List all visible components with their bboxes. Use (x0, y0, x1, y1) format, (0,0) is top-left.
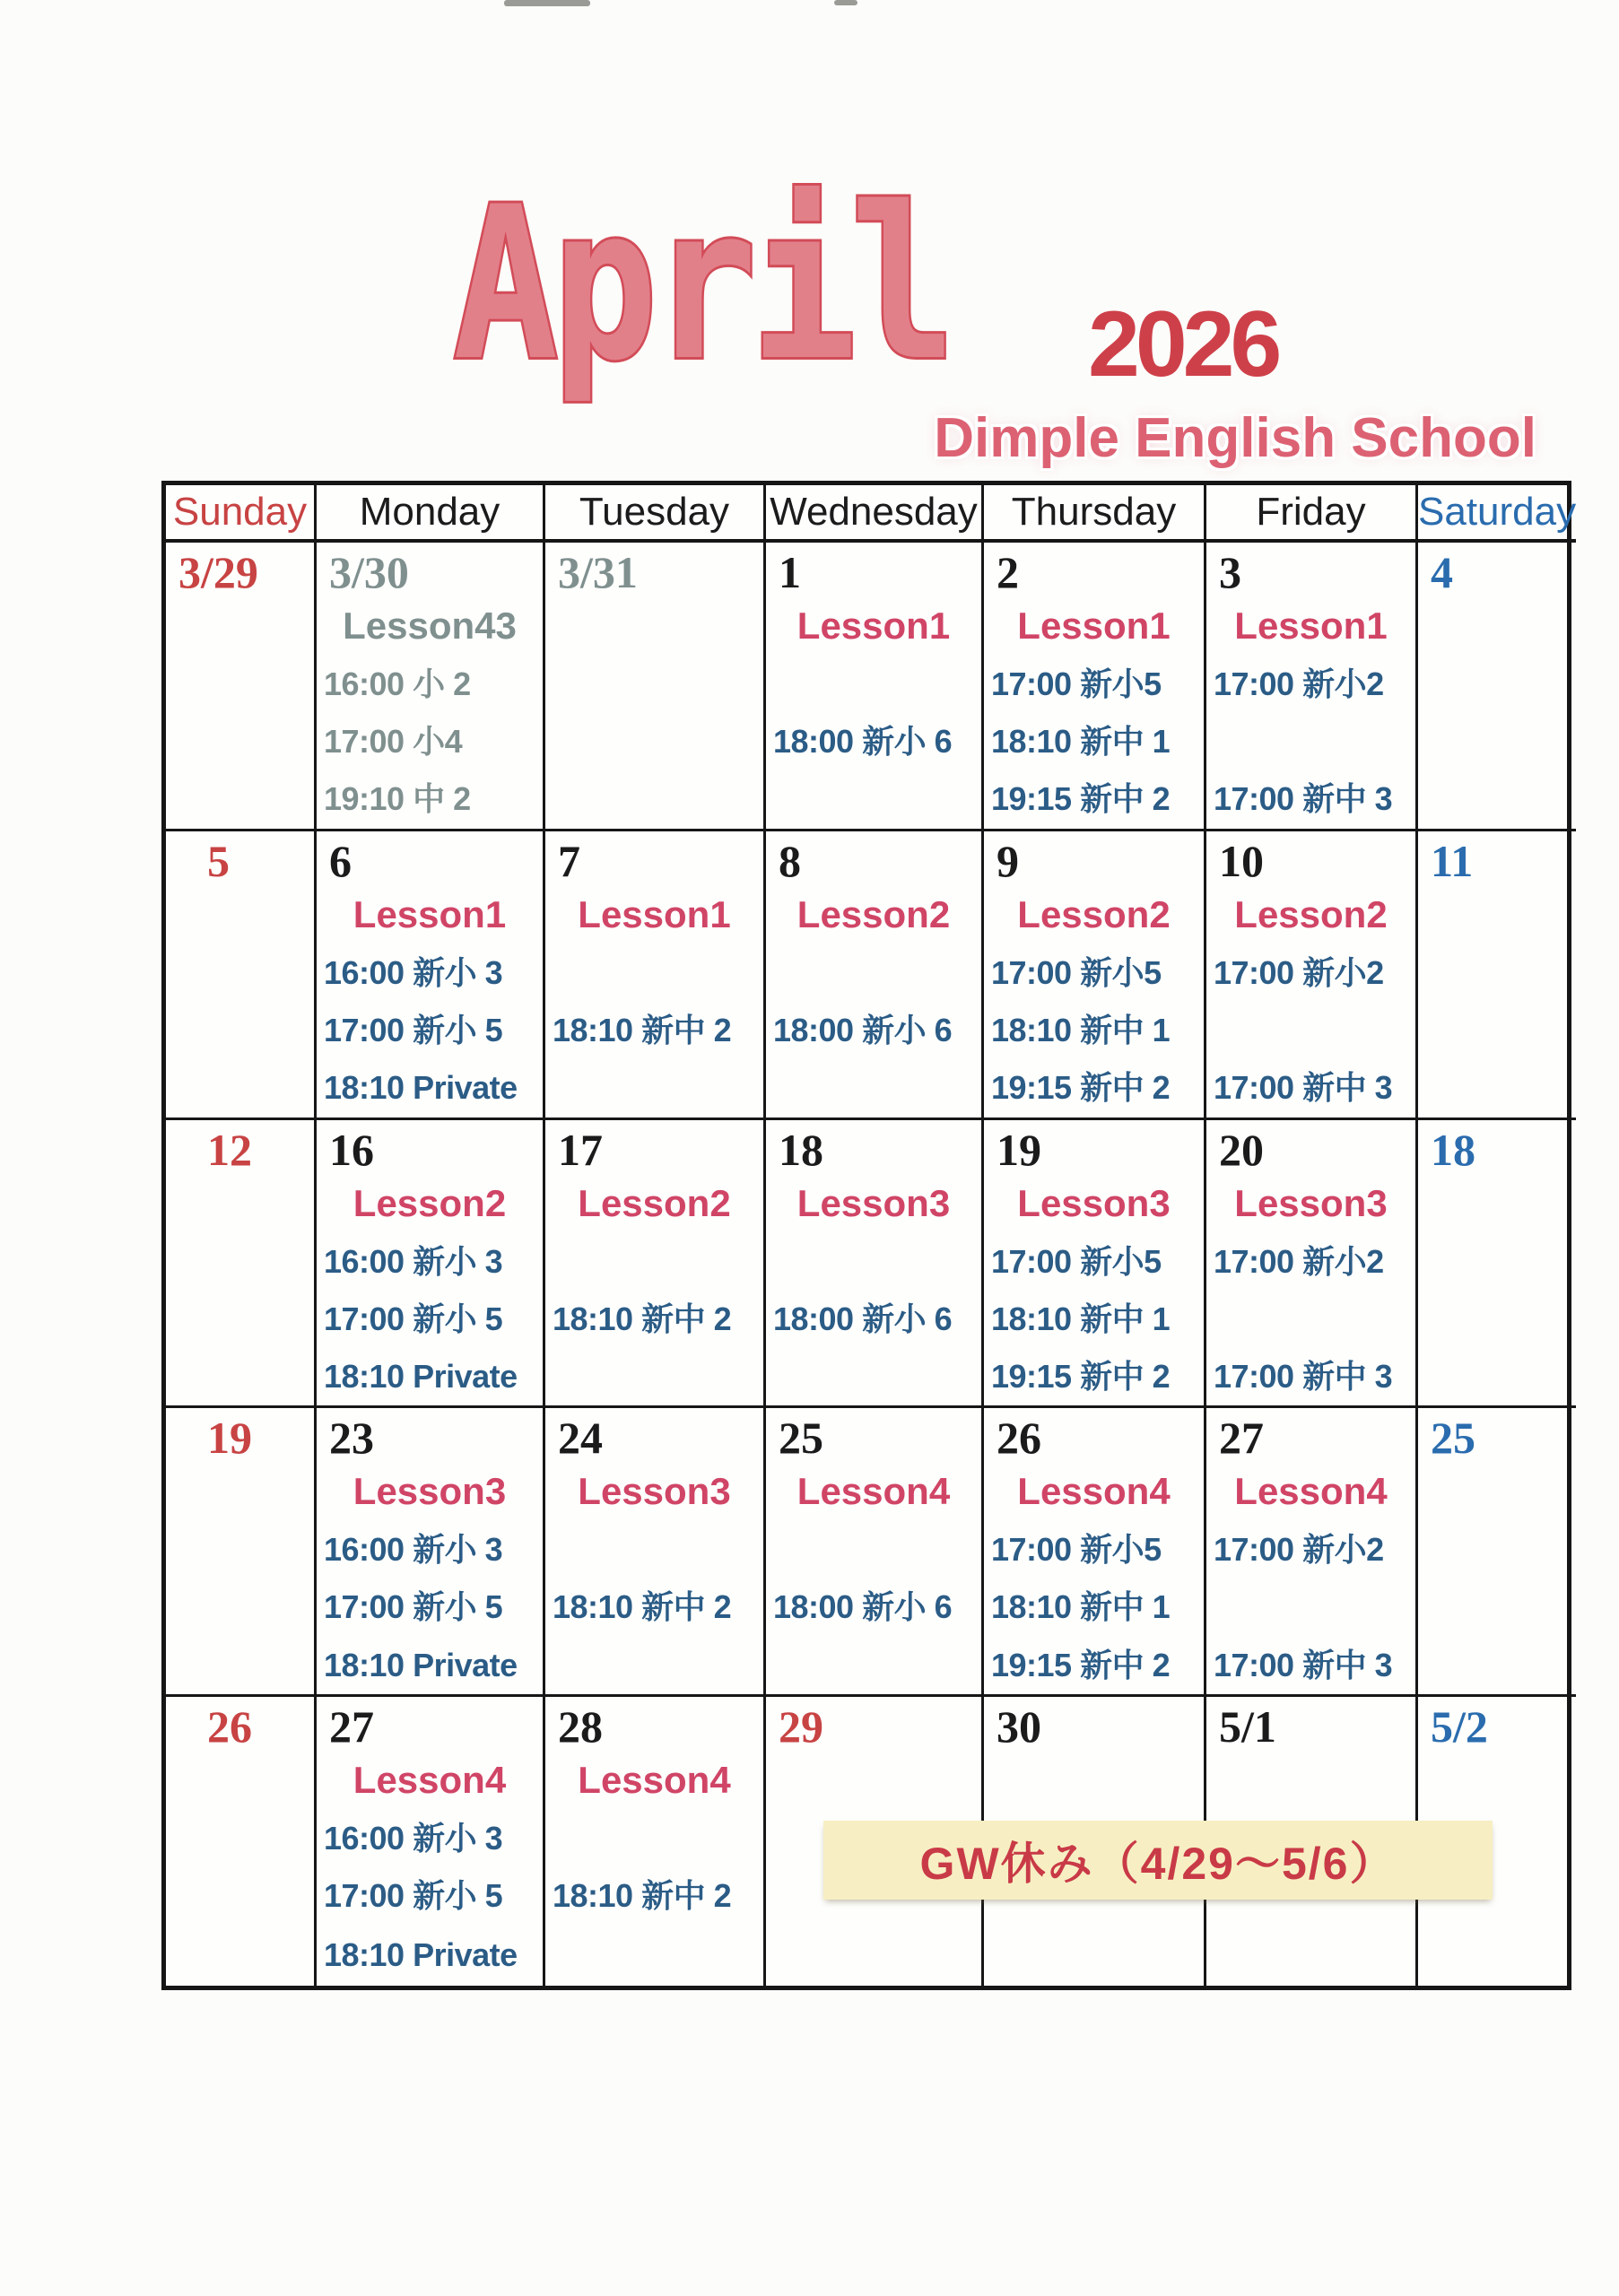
date-label: 28 (558, 1701, 603, 1752)
date-label: 18 (779, 1124, 823, 1175)
time-entry: 17:00 新中 3 (1214, 1069, 1393, 1107)
date-label: 4 (1431, 547, 1453, 597)
day-cell-27 (1206, 1408, 1418, 1697)
scan-artifact (504, 0, 590, 6)
day-cell-16 (317, 1120, 545, 1409)
lesson-label: Lesson4 (796, 1470, 951, 1513)
time-entry: 16:00 小 2 (324, 665, 471, 702)
day-cell-11 (1418, 831, 1576, 1120)
time-entry: 17:00 新小2 (1214, 665, 1384, 702)
lesson-label: Lesson3 (578, 1470, 731, 1513)
lesson-label: Lesson1 (1234, 604, 1388, 647)
weekday-header-wednesday: Wednesday (766, 485, 984, 543)
time-entry: 17:00 新小 5 (324, 1588, 503, 1626)
lesson-label: Lesson3 (353, 1470, 507, 1513)
day-cell-25 (766, 1408, 984, 1697)
day-cell-18 (1418, 1120, 1576, 1409)
time-entry: 19:15 新中 2 (991, 1069, 1171, 1107)
day-cell-4 (1418, 543, 1576, 831)
date-label: 3/31 (558, 547, 638, 597)
weekday-header-friday: Friday (1206, 485, 1418, 543)
date-label: 2 (997, 547, 1019, 597)
day-cell-20 (1206, 1120, 1418, 1409)
date-label: 6 (329, 835, 352, 886)
lesson-label: Lesson1 (796, 604, 951, 647)
day-cell-19 (166, 1408, 317, 1697)
date-label: 3/29 (178, 547, 258, 597)
lesson-label: Lesson4 (1234, 1470, 1388, 1513)
time-entry: 18:10 Private (324, 1357, 518, 1395)
time-entry: 18:10 Private (324, 1069, 518, 1107)
time-entry: 17:00 新中 3 (1214, 1357, 1393, 1395)
lesson-label: Lesson2 (1234, 892, 1388, 935)
date-label: 12 (207, 1124, 252, 1175)
lesson-label: Lesson1 (353, 892, 507, 935)
day-cell-2 (984, 543, 1206, 831)
time-entry: 16:00 新小 3 (324, 953, 503, 991)
day-cell-3-29 (166, 543, 317, 831)
weekday-header-sunday: Sunday (166, 485, 317, 543)
time-entry: 17:00 新小 5 (324, 1877, 503, 1915)
date-label: 5 (207, 835, 230, 886)
time-entry: 17:00 新小 5 (324, 1011, 503, 1048)
lesson-label: Lesson2 (796, 892, 951, 935)
day-cell-24 (545, 1408, 766, 1697)
date-label: 26 (207, 1701, 252, 1752)
time-entry: 17:00 小4 (324, 723, 463, 760)
time-entry: 16:00 新小 3 (324, 1242, 503, 1280)
lesson-label: Lesson4 (1017, 1470, 1171, 1513)
lesson-label: Lesson4 (353, 1759, 507, 1802)
date-label: 24 (558, 1413, 603, 1464)
time-entry: 18:10 新中 1 (991, 1300, 1171, 1337)
time-entry: 19:15 新中 2 (991, 780, 1171, 818)
scan-artifact (834, 0, 857, 5)
date-label: 23 (329, 1413, 374, 1464)
day-cell-3-31 (545, 543, 766, 831)
time-entry: 18:10 新中 2 (553, 1588, 732, 1626)
day-cell-25 (1418, 1408, 1576, 1697)
date-label: 5/1 (1219, 1701, 1276, 1752)
lesson-label: Lesson3 (1017, 1181, 1171, 1224)
day-cell-3-30 (317, 543, 545, 831)
time-entry: 18:10 新中 2 (553, 1011, 732, 1048)
day-cell-6 (317, 831, 545, 1120)
time-entry: 17:00 新中 3 (1214, 780, 1393, 818)
weekday-header-thursday: Thursday (984, 485, 1206, 543)
lesson-label: Lesson2 (578, 1181, 731, 1224)
date-label: 16 (329, 1124, 374, 1175)
day-cell-17 (545, 1120, 766, 1409)
date-label: 11 (1431, 835, 1474, 886)
time-entry: 17:00 新小 5 (324, 1300, 503, 1337)
time-entry: 17:00 新小5 (991, 953, 1162, 991)
time-entry: 18:10 Private (324, 1646, 518, 1683)
date-label: 1 (779, 547, 801, 597)
time-entry: 18:00 新小 6 (773, 723, 953, 760)
time-entry: 17:00 新小5 (991, 1242, 1162, 1280)
school-name: Dimple English School (934, 407, 1536, 469)
time-entry: 17:00 新小2 (1214, 1531, 1384, 1569)
day-cell-12 (166, 1120, 317, 1409)
year-label: 2026 (1088, 292, 1278, 396)
day-cell-23 (317, 1408, 545, 1697)
date-label: 19 (997, 1124, 1041, 1175)
time-entry: 19:15 新中 2 (991, 1357, 1171, 1395)
time-entry: 17:00 新小5 (991, 665, 1162, 702)
date-label: 30 (997, 1701, 1041, 1752)
date-label: 5/2 (1431, 1701, 1488, 1752)
time-entry: 18:10 Private (324, 1936, 518, 1974)
time-entry: 17:00 新小2 (1214, 1242, 1384, 1280)
time-entry: 19:15 新中 2 (991, 1646, 1171, 1683)
day-cell-7 (545, 831, 766, 1120)
time-entry: 16:00 新小 3 (324, 1531, 503, 1569)
day-cell-18 (766, 1120, 984, 1409)
lesson-label: Lesson2 (353, 1181, 507, 1224)
date-label: 29 (779, 1701, 823, 1752)
time-entry: 18:10 新中 1 (991, 1011, 1171, 1048)
weekday-header-monday: Monday (317, 485, 545, 543)
day-cell-26 (984, 1408, 1206, 1697)
time-entry: 17:00 新小2 (1214, 953, 1384, 991)
time-entry: 18:00 新小 6 (773, 1588, 953, 1626)
date-label: 25 (1431, 1413, 1475, 1464)
date-label: 27 (1219, 1413, 1264, 1464)
day-cell-8 (766, 831, 984, 1120)
time-entry: 18:00 新小 6 (773, 1300, 953, 1337)
date-label: 7 (558, 835, 580, 886)
weekday-header-tuesday: Tuesday (545, 485, 766, 543)
time-entry: 19:10 中 2 (324, 780, 471, 818)
date-label: 27 (329, 1701, 374, 1752)
lesson-label: Lesson3 (1234, 1181, 1388, 1224)
gw-holiday-banner: GW休み（4/29～5/6） (823, 1821, 1493, 1900)
time-entry: 18:10 新中 1 (991, 723, 1171, 760)
date-label: 19 (207, 1413, 252, 1464)
date-label: 10 (1219, 835, 1264, 886)
date-label: 3 (1219, 547, 1241, 597)
time-entry: 18:00 新小 6 (773, 1011, 953, 1048)
weekday-header-saturday: Saturday (1418, 485, 1576, 543)
date-label: 17 (558, 1124, 603, 1175)
time-entry: 16:00 新小 3 (324, 1820, 503, 1857)
lesson-label: Lesson43 (343, 604, 517, 647)
date-label: 26 (997, 1413, 1041, 1464)
date-label: 25 (779, 1413, 823, 1464)
time-entry: 17:00 新小5 (991, 1531, 1162, 1569)
lesson-label: Lesson4 (578, 1759, 731, 1802)
day-cell-1 (766, 543, 984, 831)
time-entry: 18:10 新中 1 (991, 1588, 1171, 1626)
calendar-grid (161, 481, 1577, 1990)
date-label: 18 (1431, 1124, 1475, 1175)
date-label: 9 (997, 835, 1019, 886)
day-cell-28 (545, 1697, 766, 1986)
time-entry: 18:10 新中 2 (553, 1300, 732, 1337)
lesson-label: Lesson2 (1017, 892, 1171, 935)
day-cell-26 (166, 1697, 317, 1986)
month-title: April (453, 162, 950, 407)
time-entry: 17:00 新中 3 (1214, 1646, 1393, 1683)
day-cell-5 (166, 831, 317, 1120)
day-cell-27 (317, 1697, 545, 1986)
lesson-label: Lesson3 (796, 1181, 951, 1224)
date-label: 8 (779, 835, 801, 886)
date-label: 20 (1219, 1124, 1264, 1175)
day-cell-19 (984, 1120, 1206, 1409)
lesson-label: Lesson1 (578, 892, 731, 935)
time-entry: 18:10 新中 2 (553, 1877, 732, 1915)
day-cell-10 (1206, 831, 1418, 1120)
day-cell-3 (1206, 543, 1418, 831)
lesson-label: Lesson1 (1017, 604, 1171, 647)
date-label: 3/30 (329, 547, 409, 597)
day-cell-9 (984, 831, 1206, 1120)
